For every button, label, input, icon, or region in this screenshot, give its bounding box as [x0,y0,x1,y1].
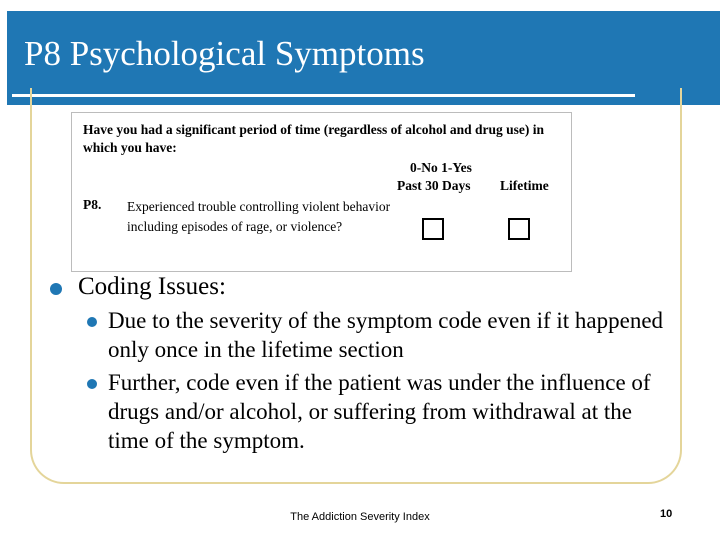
coding-point [50,368,670,455]
slide-title: P8 Psychological Symptoms [24,34,425,73]
question-text: Experienced trouble controlling violent behavior including episodes of rage, or violence? [127,199,391,234]
bullet-icon [87,379,97,389]
column-past-30-days: Past 30 Days [397,178,471,193]
lifetime-checkbox [508,218,530,240]
page-number: 10 [660,508,673,520]
past-30-days-checkbox [422,218,444,240]
coding-issues-list [50,272,670,455]
bullet-icon [87,317,97,327]
question-number: P8. [83,197,102,212]
bullet-icon [50,283,62,295]
footer-text: The Addiction Severity Index [290,511,430,523]
coding-issues-heading: Coding Issues: [78,273,226,300]
coding-point-text: Due to the severity of the symptom code even if it happened only once in the lifetime section [108,308,664,362]
coding-issues-item [50,272,670,302]
question-heading: Have you had a significant period of time (regardless of alcohol and drug use) in which you have: [83,122,545,155]
coding-point-text: Further, code even if the patient was under the influence of drugs and/or alcohol, or suffering from withdrawal at the time of the symptom. [108,370,651,453]
code-legend: 0-No 1-Yes [410,160,472,175]
coding-point [50,306,670,364]
question-image [71,112,572,272]
column-lifetime: Lifetime [500,178,549,193]
